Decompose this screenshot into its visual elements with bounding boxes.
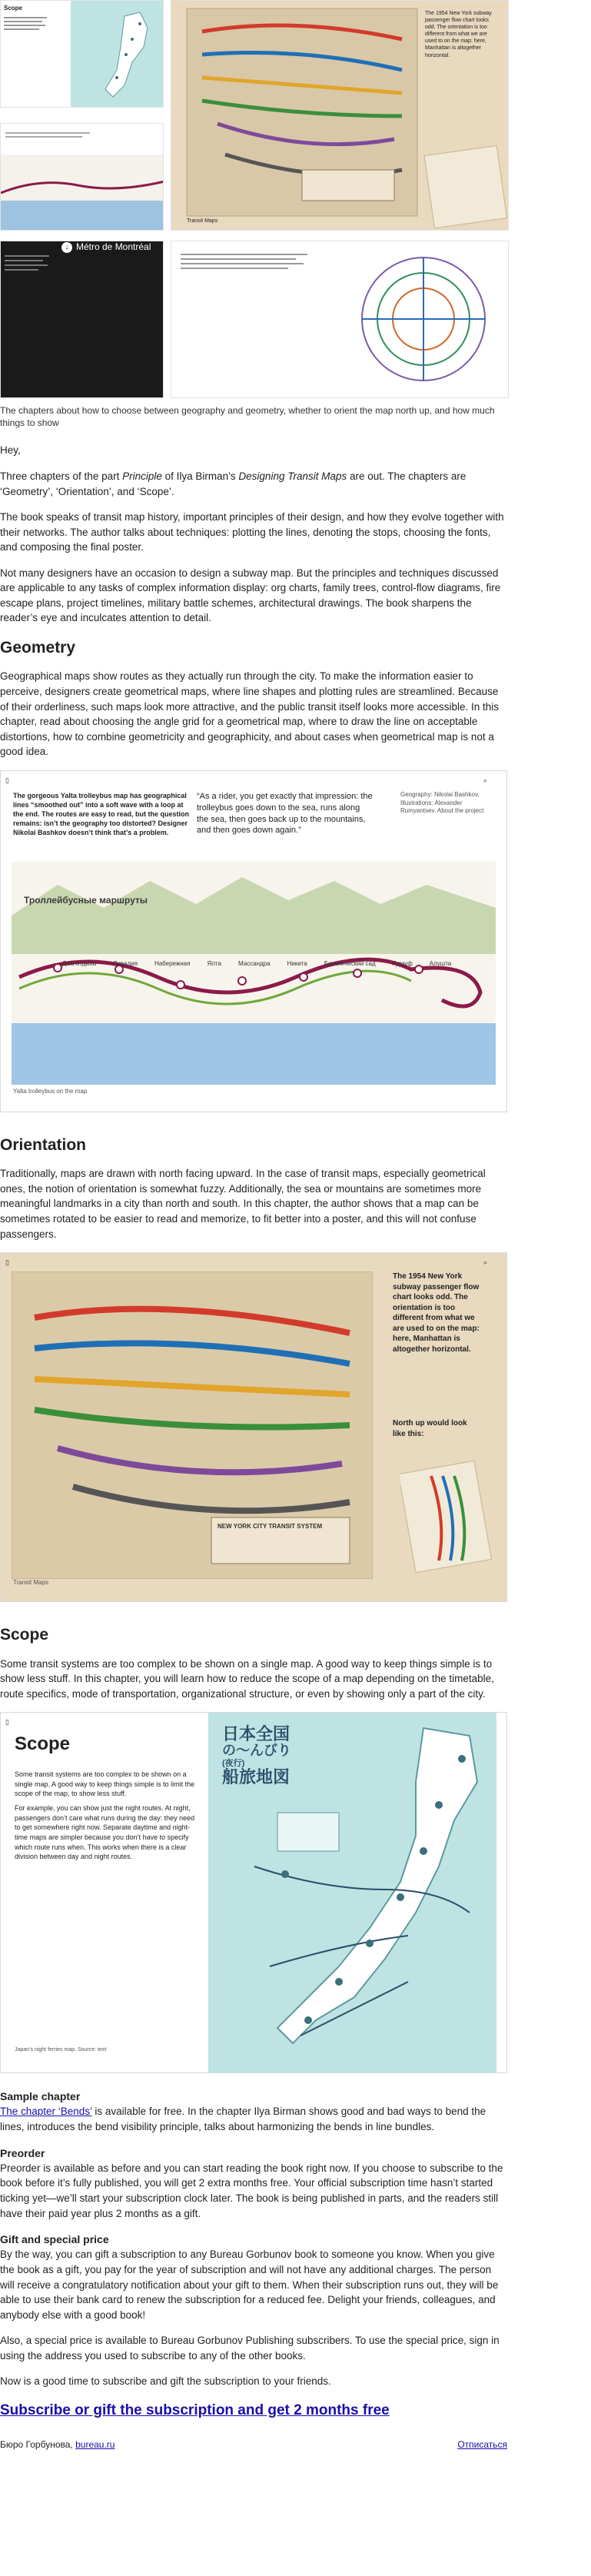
station-label: Ялта <box>207 959 221 967</box>
scope-spread-title: Scope <box>15 1733 71 1755</box>
footer <box>0 2438 507 2451</box>
scope-diagram-thumbnail[interactable] <box>171 241 509 398</box>
orientation-heading: Orientation <box>0 1135 87 1154</box>
yalta-map-title: Троллейбусные маршруты <box>24 894 148 906</box>
preorder-text: Preorder is available as before and you can start reading the book right now. If you choose to subscribe to the book before it’s fully published, you will get 2 extra months free. Your official subscription time hasn’t started ticking yet—we’ll start your subscription clock later. The book is being published in parts, and the readers still have their paid year plus 2 months as a gift. <box>0 2162 503 2219</box>
special-price-text: Also, a special price is available to Bureau Gorbunov Publishing subscribers. To use the special price, sign in using the address you used to subscribe to any of the other books. <box>0 2335 500 2362</box>
station-label: Алушта <box>429 959 452 967</box>
japan-map-graphic <box>208 1713 496 2073</box>
greeting: Hey, <box>0 444 21 457</box>
scope-spread-text-2: For example, you can show just the night routes. At night, passengers don’t care what runs during the day: they need to get somewhere right now. Separate daytime and night-time maps are simpler because you don’t have to specify which route runs when. This works when there is a clear division between day and night routes. <box>15 1804 195 1861</box>
thumb-map-caption: Transit Maps <box>187 218 218 224</box>
orientation-note-2: North up would look like this: <box>393 1419 467 1438</box>
japan-map-title: 日本全国 の〜んびり (夜行) 船旅地図 <box>222 1724 291 1787</box>
yalta-map-caption: Yalta trolleybus on the map <box>13 1088 88 1095</box>
geometry-spread-quote: “As a rider, you get exactly that impression: the trolleybus goes down to the sea, runs along the sea, then goes back up to the mountains, and then goes down again.” <box>197 791 373 836</box>
transit-maps-label: Transit Maps <box>13 1579 48 1587</box>
scope-thumbnail[interactable] <box>0 0 164 108</box>
orientation-spread[interactable] <box>0 1252 507 1602</box>
station-label: Ботанический сад <box>324 959 376 967</box>
station-label: Гурзуф <box>392 959 413 967</box>
orientation-note-1: The 1954 New York subway passenger flow chart looks odd. The orientation is too different from what we are used to on the map: here, Manhattan is altogether horizontal. <box>393 1272 480 1354</box>
thumb-note: The 1954 New York subway passenger flow chart looks odd. The orientation is too different from what we are used to on the map: here, Manhattan is altogether horizontal. <box>425 11 492 58</box>
geometry-text: Geographical maps show routes as they actually run through the city. To make the information easier to perceive, designers create geometrical maps, where line shapes and plotting rules are streamlined. Because of their orderliness, such maps look more attractive, and the public transit itself looks more accessible. In this chapter, read about choosing the angle grid for a geometrical map, where to draw the line on acceptable distortions, how to combine geometricity and geographicity, and about cases when geometrical map is not a good idea. <box>0 670 500 758</box>
intro-paragraph-3: Not many designers have an occasion to design a subway map. But the principles and techniques discussed are applicable to any tasks of complex information display: org charts, family trees, control-flow diagrams, fire escape plans, project timelines, military battle schemes, architectural drawings. The book sharpens the reader’s eye and inculcates attention to detail. <box>0 567 501 624</box>
sample-text: The chapter ‘Bends’ is available for free. In the chapter Ilya Birman shows good and bad ways to bend the lines, introduces the bend visibility principle, talks about harmonizing the bends in line bundles. <box>0 2106 486 2133</box>
yalta-station-labels <box>62 959 451 969</box>
ny-north-up-map <box>400 1461 493 1576</box>
scope-spread[interactable] <box>0 1712 507 2073</box>
geometry-thumbnail[interactable] <box>0 123 164 231</box>
montreal-thumbnail[interactable] <box>0 241 164 398</box>
gift-heading: Gift and special price <box>0 2233 109 2246</box>
geometry-spread-side-note: Geography: Nikolai Bashkov, Illustrations: Alexander Rumyantsev. About the project <box>400 790 484 815</box>
zoom-icon[interactable]: ⌕ <box>483 776 488 784</box>
station-label: Массандра <box>237 959 271 967</box>
yalta-thumb <box>1 155 164 231</box>
gift-text: By the way, you can gift a subscription to any Bureau Gorbunov book to someone you know. When you give the book as a gift, you pay for the year of subscription and will not have any additional charges. The person will receive a congratulatory notification about your gift to them. When their subscription runs out, they will be able to use their bank card to renew the subscription for a reduced fee. Delight your friends, colleagues, and anybody else with a good book! <box>0 2249 499 2321</box>
chapter-gallery <box>0 0 507 400</box>
station-label: Дом отдыха <box>62 959 97 967</box>
japan-ferry-map <box>208 1713 496 2073</box>
ny-subway-map <box>12 1271 373 1579</box>
station-label: Набережная <box>154 959 191 967</box>
page-icon: ▯ <box>5 1718 9 1727</box>
japan-map-thumb <box>71 1 163 108</box>
scope-spread-footnote: Japan’s night ferries map. Source: text <box>15 2047 107 2053</box>
station-label: Ливадия <box>113 959 138 967</box>
ny-legend-title: NEW YORK CITY TRANSIT SYSTEM <box>217 1523 323 1531</box>
intro-paragraph-2: The book speaks of transit map history, important principles of their design, and how they evolve together with their networks. The author talks about techniques: plotting the lines, denoting the stops, choosing the fonts, and composing the final poster. <box>0 511 504 553</box>
footer-sender: Бюро Горбунова, bureau.ru <box>0 2438 115 2450</box>
geometry-spread-left-text: The gorgeous Yalta trolleybus map has geographical lines “smoothed out” into a soft wave with a loop at the end. The routes are easy to read, but the question remains: isn’t the geography too distorted? Designer Nikolai Bashkov doesn’t think that’s a problem. <box>13 791 190 837</box>
geometry-heading: Geometry <box>0 639 76 656</box>
page-icon: ▯ <box>5 1258 9 1267</box>
metro-logo-icon: ↓ <box>61 242 72 253</box>
orientation-thumbnail[interactable] <box>171 0 509 231</box>
station-label: Никита <box>287 959 307 967</box>
gallery-caption: The chapters about how to choose between geography and geometry, whether to orient the map north up, and how much things to show <box>0 405 495 429</box>
intro-paragraph-1: Three chapters of the part Principle of Ilya Birman’s Designing Transit Maps are out. The chapters are ‘Geometry’, ‘Orientation’, and ‘Scope’. <box>0 470 466 497</box>
subscribe-link[interactable]: Subscribe or gift the subscription and get 2 months free <box>0 2401 390 2418</box>
zoom-icon[interactable]: ⌕ <box>483 1258 488 1267</box>
geometry-spread[interactable] <box>0 770 507 1112</box>
sample-heading: Sample chapter <box>0 2090 81 2103</box>
preorder-heading: Preorder <box>0 2146 45 2159</box>
scope-spread-text-1: Some transit systems are too complex to be shown on a single map. A good way to keep things simple is to limit the scope of the map, to show less stuff. <box>15 1770 195 1798</box>
unsubscribe-link[interactable]: Отписаться <box>457 2438 507 2450</box>
montreal-title: ↓ Métro de Montréal <box>61 241 151 254</box>
sample-chapter-link[interactable]: The chapter ‘Bends’ <box>0 2106 92 2118</box>
page-icon: ▯ <box>5 776 9 784</box>
now-text: Now is a good time to subscribe and gift the subscription to your friends. <box>0 2375 331 2388</box>
scope-text: Some transit systems are too complex to be shown on a single map. A good way to keep things simple is to show less stuff. In this chapter, you will learn how to reduce the scope of a map depending on the timetable, route specifics, mode of transportation, organizational structure, or even by showing only a part of the city. <box>0 1657 494 1700</box>
scope-thumb-title: Scope <box>4 5 23 12</box>
site-link[interactable]: bureau.ru <box>75 2438 115 2450</box>
scope-heading: Scope <box>0 1626 49 1644</box>
radial-network-thumb <box>347 246 500 392</box>
orientation-text: Traditionally, maps are drawn with north facing upward. In the case of transit maps, especially geometrical ones, the notion of orientation is somewhat fuzzy. Additionally, the sea or mountains are sometimes more meaningful landmarks in a city than north and south. In this chapter, the author shows that a map can be sometimes rotated to be easier to read and memorize, to fit better into a poster, and this will not confuse passengers. <box>0 1168 486 1240</box>
